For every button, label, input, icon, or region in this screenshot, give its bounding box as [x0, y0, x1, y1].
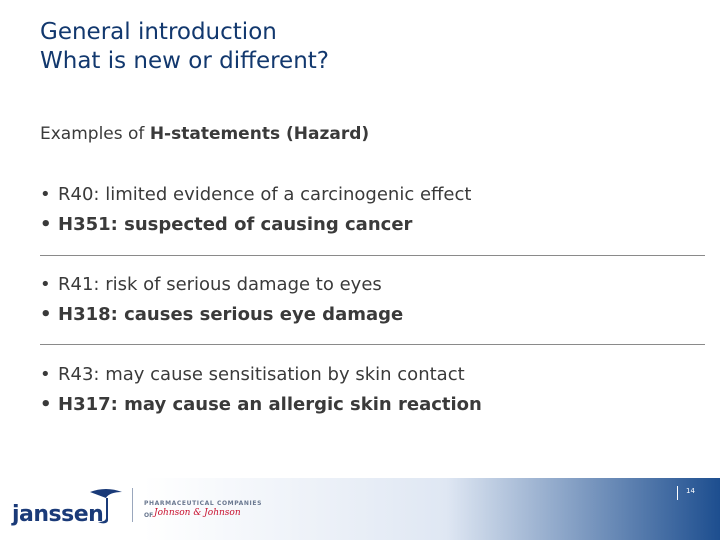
- bullet-icon: •: [40, 274, 51, 295]
- h-statement: [40, 390, 482, 420]
- title-line-1: General introduction: [40, 19, 277, 45]
- bullet-icon: •: [40, 304, 52, 325]
- intro-prefix: Examples of: [40, 124, 150, 144]
- slide-title: [40, 18, 329, 76]
- of-text: OF: [144, 512, 154, 519]
- footer-bar: [0, 478, 720, 540]
- r-statement: [40, 360, 482, 390]
- bullet-icon: •: [40, 214, 52, 235]
- r-statement-text: R40: limited evidence of a carcinogenic effect: [58, 184, 472, 205]
- r-statement-text: R41: risk of serious damage to eyes: [58, 274, 382, 295]
- bullet-icon: •: [40, 394, 52, 415]
- h-statement-text: H317: may cause an allergic skin reaction: [58, 394, 482, 415]
- bullet-icon: •: [40, 184, 51, 205]
- r-statement: [40, 180, 471, 210]
- h-statement-text: H351: suspected of causing cancer: [58, 214, 413, 235]
- johnson-johnson-logo: Johnson & Johnson: [154, 508, 241, 518]
- pharma-companies-text: PHARMACEUTICAL COMPANIES: [144, 500, 262, 507]
- h-statement-text: H318: causes serious eye damage: [58, 304, 404, 325]
- statement-group-1: [40, 180, 471, 240]
- footer-divider: [132, 488, 133, 522]
- h-statement: [40, 300, 403, 330]
- h-statement: [40, 210, 471, 240]
- bullet-icon: •: [40, 364, 51, 385]
- janssen-logo-text: janssen: [12, 502, 104, 527]
- divider-line: [40, 344, 705, 345]
- divider-line: [40, 255, 705, 256]
- janssen-logo-icon: [86, 486, 126, 526]
- page-number-divider: [677, 486, 678, 500]
- r-statement: [40, 270, 403, 300]
- statement-group-2: [40, 270, 403, 330]
- r-statement-text: R43: may cause sensitisation by skin contact: [58, 364, 465, 385]
- intro-text: [40, 124, 369, 144]
- title-line-2: What is new or different?: [40, 48, 330, 74]
- statement-group-3: [40, 360, 482, 420]
- page-number: 14: [686, 487, 695, 495]
- intro-bold: H-statements (Hazard): [149, 124, 370, 144]
